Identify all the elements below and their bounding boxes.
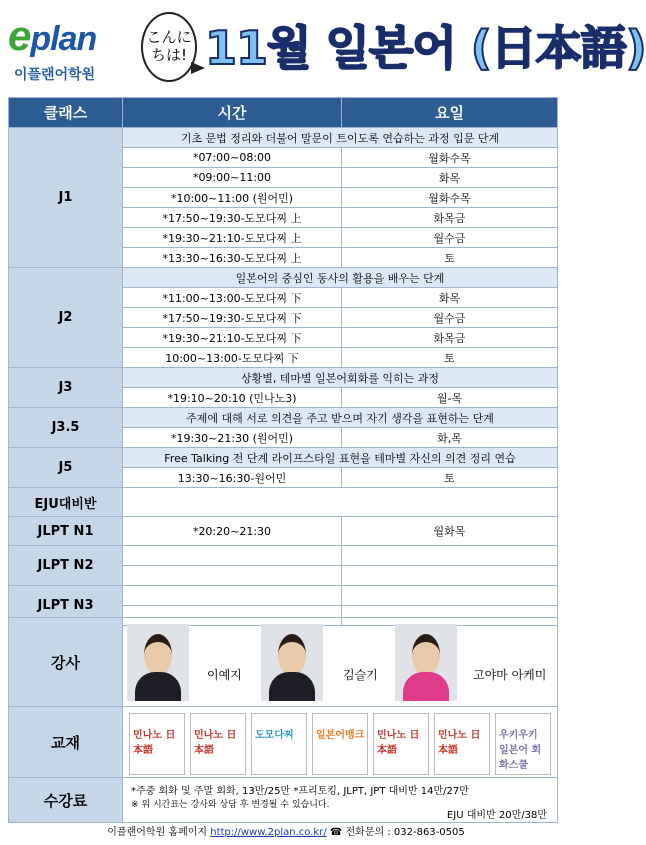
class-description: 상황별, 테마별 일본어회화를 익히는 과정 <box>123 368 558 388</box>
textbook-cover <box>251 713 307 775</box>
time-cell: *19:30~21:10-도모다찌 上 <box>123 228 342 248</box>
footer <box>0 823 572 838</box>
textbooks-panel <box>123 707 557 777</box>
time-cell: *11:00~13:00-도모다찌 下 <box>123 288 342 308</box>
class-description: 기초 문법 정리와 더불어 말문이 트이도록 연습하는 과정 입문 단계 <box>123 128 558 148</box>
logo-brand: eplan <box>8 12 97 59</box>
day-cell: 토 <box>342 248 558 268</box>
empty-cell <box>123 488 558 517</box>
day-cell: 월-목 <box>342 388 558 408</box>
page-title: 11월 일본어 (日本語) <box>205 21 646 75</box>
textbook-cover <box>312 713 368 775</box>
time-cell: *10:00~11:00 (원어민) <box>123 188 342 208</box>
textbook-cover <box>495 713 551 775</box>
day-cell: 월화목 <box>342 517 558 546</box>
teacher-name: 김슬기 <box>343 668 378 682</box>
textbook-cover <box>373 713 429 775</box>
time-cell: *17:50~19:30-도모다찌 下 <box>123 308 342 328</box>
column-header: 요일 <box>342 98 558 128</box>
time-cell: *20:20~21:30 <box>123 517 342 546</box>
textbook-cover <box>129 713 185 775</box>
empty-cell <box>342 566 558 586</box>
teachers-label: 강사 <box>9 618 123 707</box>
empty-cell <box>342 586 558 606</box>
table-row <box>9 488 558 517</box>
fees-note: ※ 위 시간표는 강사와 상담 후 변경될 수 있습니다. <box>131 800 330 810</box>
class-name: JLPT N3 <box>9 586 123 626</box>
class-description: 주제에 대해 서로 의견을 주고 받으며 자기 생각을 표현하는 단계 <box>123 408 558 428</box>
day-cell: 화목 <box>342 288 558 308</box>
info-table <box>8 617 558 823</box>
logo-sub: 이플랜어학원 <box>14 67 96 83</box>
header <box>0 0 646 92</box>
textbook-title: 일본어뱅크 <box>316 730 365 741</box>
empty-cell <box>123 546 342 566</box>
textbook-title: 도모다찌 <box>255 730 294 741</box>
time-cell: *19:30~21:10-도모다찌 下 <box>123 328 342 348</box>
day-cell: 화,목 <box>342 428 558 448</box>
time-cell: *17:50~19:30-도모다찌 上 <box>123 208 342 228</box>
textbook-cover <box>434 713 490 775</box>
speech-bubble-text: こんにちは! <box>146 28 192 64</box>
footer-phone: ☎ 전화문의 : 032-863-0505 <box>329 827 465 838</box>
class-name: J3.5 <box>9 408 123 448</box>
speech-bubble <box>141 12 197 82</box>
homepage-link[interactable]: http://www.2plan.co.kr/ <box>210 827 327 838</box>
day-cell: 화목금 <box>342 208 558 228</box>
textbook-title: 민나노 日本語 <box>438 730 481 756</box>
day-cell: 화목 <box>342 168 558 188</box>
textbooks-label: 교재 <box>9 707 123 778</box>
day-cell: 토 <box>342 348 558 368</box>
textbook-title: 우키우키 일본어 회화스쿨 <box>499 730 542 771</box>
fees-eju: EJU 대비반 20만/38만 <box>446 810 547 821</box>
fees-line1: *주중 회화 및 주말 회화, 13만/25만 *프리토킹, JLPT, JPT 대비반 14만/27만 <box>131 786 469 797</box>
time-cell: *13:30~16:30-도모다찌 上 <box>123 248 342 268</box>
day-cell: 월화수목 <box>342 148 558 168</box>
logo <box>8 12 126 88</box>
table-row <box>9 368 558 388</box>
day-cell: 토 <box>342 468 558 488</box>
fees-label: 수강료 <box>9 778 123 823</box>
column-header: 시간 <box>123 98 342 128</box>
table-row <box>9 408 558 428</box>
teachers-panel <box>123 618 557 706</box>
empty-cell <box>342 546 558 566</box>
column-header: 클래스 <box>9 98 123 128</box>
class-name: J1 <box>9 128 123 268</box>
time-cell: 13:30~16:30-원어민 <box>123 468 342 488</box>
table-row <box>9 546 558 566</box>
time-cell: 10:00~13:00-도모다찌 下 <box>123 348 342 368</box>
textbook-cover <box>190 713 246 775</box>
textbook-title: 민나노 日本語 <box>377 730 420 756</box>
teacher-photo <box>261 624 323 701</box>
time-cell: *19:10~20:10 (민나노3) <box>123 388 342 408</box>
day-cell: 화목금 <box>342 328 558 348</box>
class-description: Free Talking 전 단계 라이프스타일 표현을 테마별 자신의 의견 정리 연습 <box>123 448 558 468</box>
class-description: 일본어의 중심인 동사의 활용을 배우는 단계 <box>123 268 558 288</box>
time-cell: *09:00~11:00 <box>123 168 342 188</box>
time-cell: *07:00~08:00 <box>123 148 342 168</box>
empty-cell <box>123 566 342 586</box>
table-row <box>9 586 558 606</box>
day-cell: 월화수목 <box>342 188 558 208</box>
day-cell: 월수금 <box>342 308 558 328</box>
class-name: J3 <box>9 368 123 408</box>
schedule-table <box>8 97 558 626</box>
teacher-name: 이예지 <box>207 668 242 682</box>
empty-cell <box>123 586 342 606</box>
teacher-photo <box>395 624 457 701</box>
textbook-title: 민나노 日本語 <box>133 730 176 756</box>
class-name: JLPT N2 <box>9 546 123 586</box>
table-row <box>9 517 558 546</box>
class-name: EJU대비반 <box>9 488 123 517</box>
table-row <box>9 128 558 148</box>
class-name: JLPT N1 <box>9 517 123 546</box>
fees-panel <box>123 778 557 822</box>
table-row <box>9 268 558 288</box>
time-cell: *19:30~21:30 (원어민) <box>123 428 342 448</box>
teacher-name: 고야마 아케미 <box>473 668 547 682</box>
class-name: J2 <box>9 268 123 368</box>
class-name: J5 <box>9 448 123 488</box>
table-row <box>9 448 558 468</box>
textbook-title: 민나노 日本語 <box>194 730 237 756</box>
footer-label: 이플랜어학원 홈페이지 <box>107 827 208 838</box>
teacher-photo <box>127 624 189 701</box>
day-cell: 월수금 <box>342 228 558 248</box>
